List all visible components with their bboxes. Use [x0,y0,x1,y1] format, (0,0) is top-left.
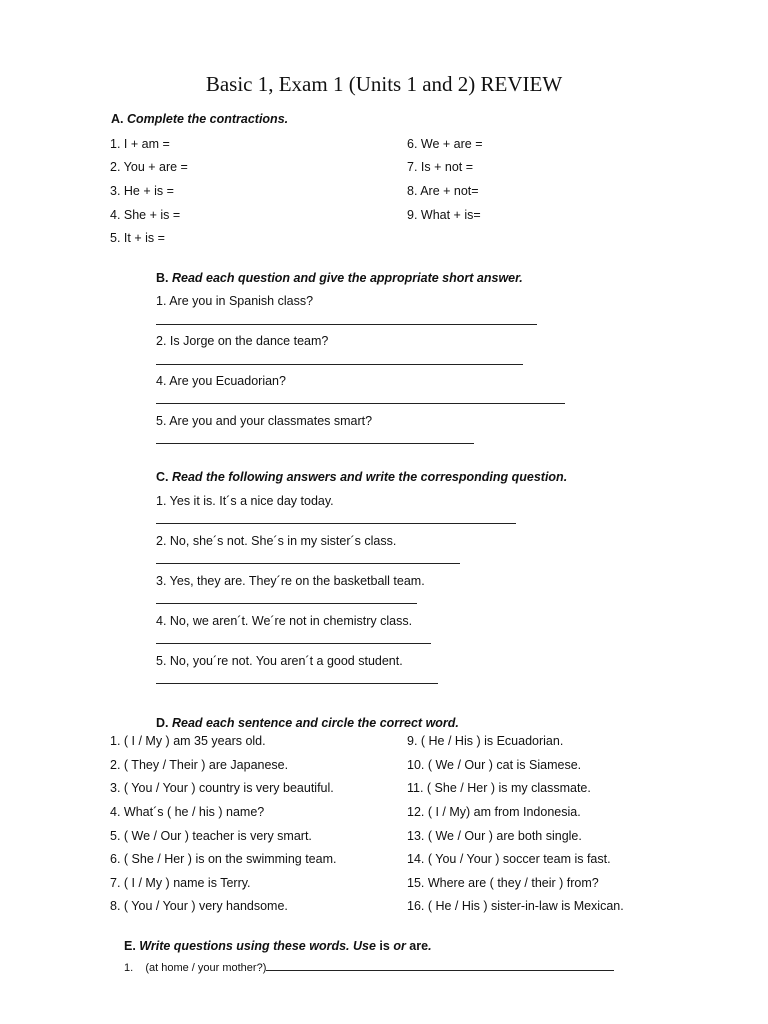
section-c-instruction: Read the following answers and write the corresponding question. [171,470,568,484]
question-item: 4. Are you Ecuadorian? [156,374,286,388]
answer-line[interactable] [156,603,417,604]
circle-word-item: 8. ( You / Your ) very handsome. [110,899,288,913]
section-d-heading [156,716,459,730]
contraction-item: 8. Are + not= [407,184,479,198]
answer-item: 2. No, she´s not. She´s in my sister´s class. [156,534,397,548]
section-e-are: are [409,939,429,953]
answer-line[interactable] [156,563,460,564]
circle-word-item: 9. ( He / His ) is Ecuadorian. [407,734,564,748]
circle-word-item: 16. ( He / His ) sister-in-law is Mexican. [407,899,624,913]
section-c-heading [156,470,567,484]
answer-item: 4. No, we aren´t. We´re not in chemistry class. [156,614,413,628]
section-a-letter: A. [111,112,124,126]
circle-word-item: 7. ( I / My ) name is Terry. [110,876,251,890]
page-title: Basic 1, Exam 1 (Units 1 and 2) REVIEW [205,72,563,96]
answer-item: 1. Yes it is. It´s a nice day today. [156,494,334,508]
circle-word-item: 15. Where are ( they / their ) from? [407,876,599,890]
circle-word-item: 13. ( We / Our ) are both single. [407,829,582,843]
circle-word-item: 3. ( You / Your ) country is very beautiful. [110,781,334,795]
section-b-instruction: Read each question and give the appropriate short answer. [171,271,523,285]
answer-line[interactable] [266,959,614,971]
contraction-item: 3. He + is = [110,184,174,198]
answer-line[interactable] [156,443,474,444]
answer-line[interactable] [156,364,523,365]
contraction-item: 6. We + are = [407,137,483,151]
contraction-item: 4. She + is = [110,208,181,222]
circle-word-item: 2. ( They / Their ) are Japanese. [110,758,289,772]
section-e-is: is [379,939,390,953]
section-d-instruction: Read each sentence and circle the correct word. [171,716,459,730]
contraction-item: 9. What + is= [407,208,481,222]
circle-word-item: 6. ( She / Her ) is on the swimming team. [110,852,337,866]
question-item [124,959,614,974]
section-b-letter: B. [156,271,169,285]
section-a-heading [111,112,288,126]
answer-line[interactable] [156,643,431,644]
item-prompt: (at home / your mother?) [145,962,267,974]
section-e-period: . [428,939,432,953]
question-item: 2. Is Jorge on the dance team? [156,334,329,348]
section-b-heading [156,271,523,285]
section-e-heading [124,939,432,953]
section-e-or: or [389,939,410,953]
circle-word-item: 4. What´s ( he / his ) name? [110,805,265,819]
answer-item: 5. No, you´re not. You aren´t a good student. [156,654,403,668]
circle-word-item: 11. ( She / Her ) is my classmate. [407,781,591,795]
answer-line[interactable] [156,683,438,684]
item-number: 1. [124,962,134,974]
section-e-letter: E. [124,939,136,953]
section-e-instruction: Write questions using these words. Use [139,939,380,953]
question-item: 1. Are you in Spanish class? [156,294,314,308]
contraction-item: 1. I + am = [110,137,170,151]
circle-word-item: 1. ( I / My ) am 35 years old. [110,734,266,748]
contraction-item: 2. You + are = [110,160,188,174]
answer-item: 3. Yes, they are. They´re on the basketball team. [156,574,425,588]
circle-word-item: 5. ( We / Our ) teacher is very smart. [110,829,312,843]
answer-line[interactable] [156,403,565,404]
question-item: 5. Are you and your classmates smart? [156,414,373,428]
answer-line[interactable] [156,324,537,325]
circle-word-item: 14. ( You / Your ) soccer team is fast. [407,852,611,866]
section-d-letter: D. [156,716,169,730]
circle-word-item: 12. ( I / My) am from Indonesia. [407,805,581,819]
circle-word-item: 10. ( We / Our ) cat is Siamese. [407,758,582,772]
answer-line[interactable] [156,523,516,524]
contraction-item: 5. It + is = [110,231,165,245]
section-a-instruction: Complete the contractions. [126,112,289,126]
contraction-item: 7. Is + not = [407,160,474,174]
section-c-letter: C. [156,470,169,484]
